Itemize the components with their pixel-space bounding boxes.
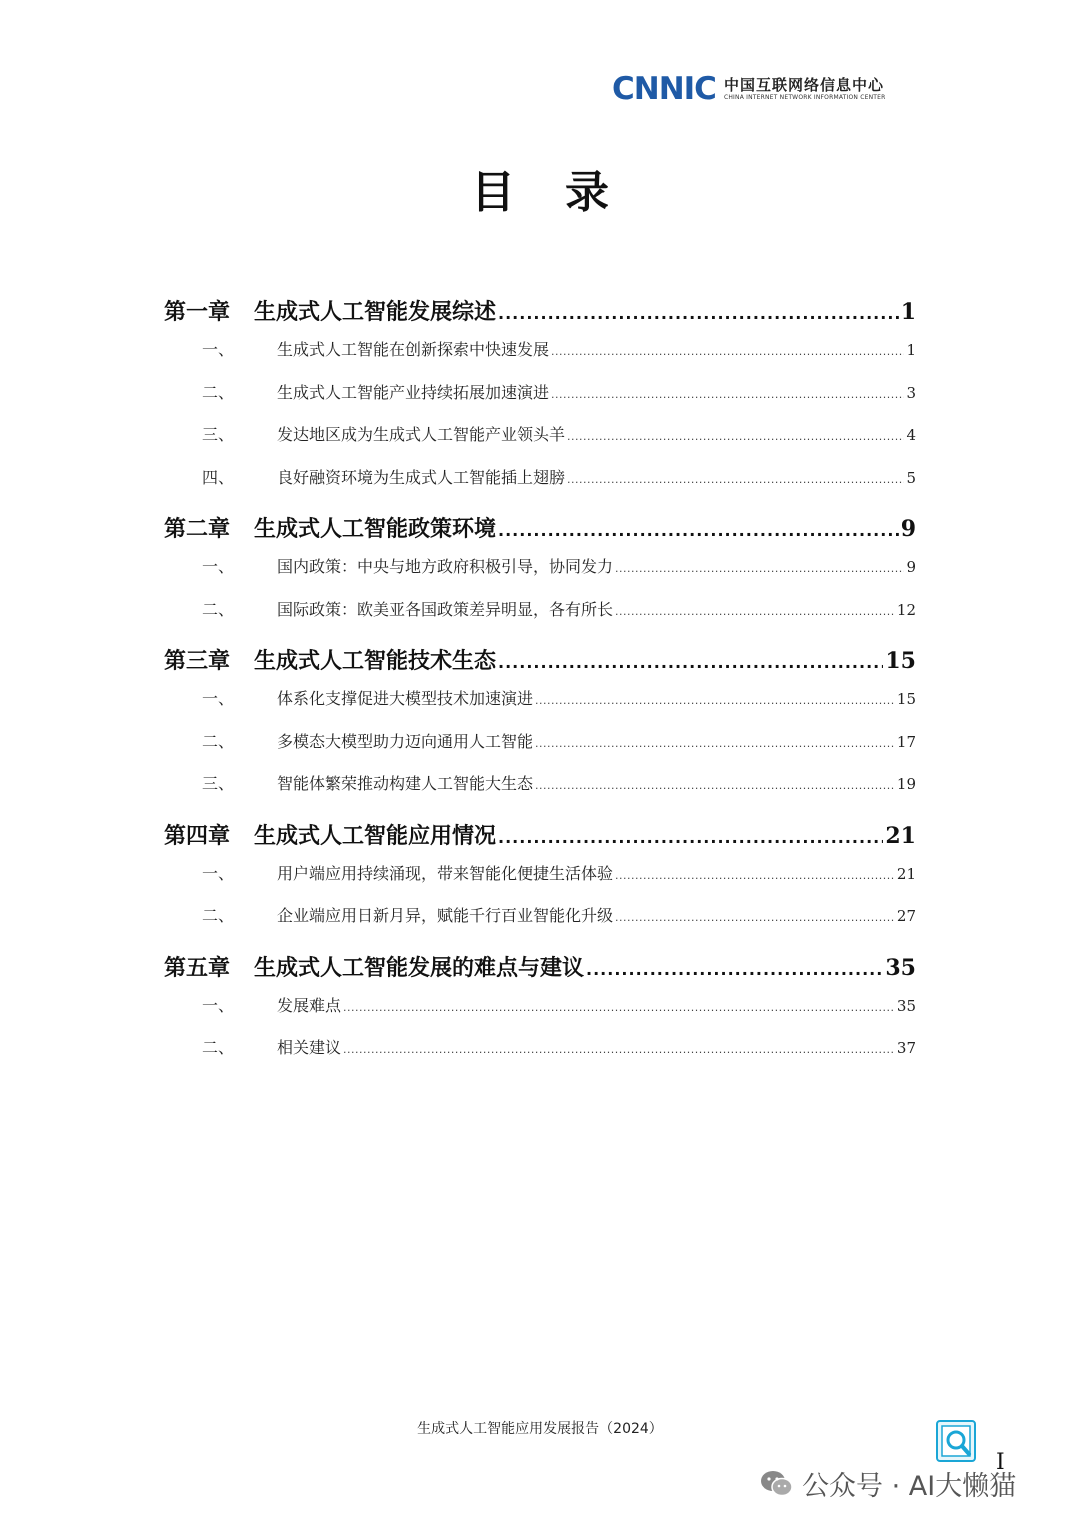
- chapter-number: 第一章: [164, 300, 231, 325]
- section-number: 三、: [202, 425, 235, 444]
- toc-section[interactable]: [164, 686, 916, 729]
- dot-leader: [551, 388, 904, 401]
- section-number: 一、: [202, 995, 235, 1015]
- section-number: 一、: [202, 863, 235, 883]
- dot-leader: [535, 779, 895, 792]
- section-title: 多模态大模型助力迈向通用人工智能: [277, 731, 534, 751]
- dot-leader: [615, 605, 895, 618]
- section-title: 智能体繁荣推动构建人工智能大生态: [277, 774, 534, 793]
- toc-section[interactable]: [164, 597, 916, 640]
- dot-leader: [551, 345, 904, 358]
- chapter-page: 9: [900, 516, 916, 542]
- section-page: 9: [906, 558, 916, 576]
- chapter-number: 第四章: [164, 823, 231, 849]
- toc-section[interactable]: [164, 771, 916, 814]
- section-number: 二、: [202, 1038, 235, 1057]
- section-page: 3: [906, 383, 916, 402]
- dot-leader: [535, 694, 895, 707]
- chapter-number: 第三章: [164, 649, 231, 674]
- section-page: 5: [906, 468, 916, 487]
- page-title: 目录: [471, 167, 659, 218]
- table-of-contents: [164, 290, 916, 1078]
- dot-leader: [498, 304, 899, 323]
- report-search-icon: [936, 1420, 976, 1462]
- section-title: 发达地区成为生成式人工智能产业领头羊: [277, 425, 566, 444]
- section-title: 生成式人工智能在创新探索中快速发展: [277, 340, 550, 359]
- toc-section[interactable]: [164, 554, 916, 597]
- section-number: 二、: [202, 382, 235, 402]
- section-page: 15: [896, 690, 916, 708]
- dot-leader: [343, 1043, 895, 1056]
- section-number: 二、: [202, 731, 235, 751]
- toc-section[interactable]: [164, 465, 916, 508]
- section-title: 国际政策：欧美亚各国政策差异明显，各有所长: [277, 599, 614, 619]
- dot-leader: [498, 521, 899, 540]
- toc-chapter[interactable]: [164, 819, 916, 861]
- section-number: 一、: [202, 340, 235, 359]
- section-page: 27: [896, 907, 916, 925]
- dot-leader: [615, 869, 895, 882]
- toc-section[interactable]: [164, 861, 916, 904]
- wechat-icon: [760, 1469, 794, 1499]
- dot-leader: [586, 960, 883, 979]
- section-number: 一、: [202, 557, 235, 576]
- chapter-title: 生成式人工智能应用情况: [254, 823, 497, 849]
- chapter-title: 生成式人工智能技术生态: [254, 649, 497, 674]
- section-page: 1: [906, 341, 916, 359]
- toc-chapter[interactable]: [164, 512, 916, 554]
- chapter-page: 21: [885, 822, 916, 849]
- section-title: 相关建议: [277, 1038, 342, 1057]
- logo-mark: CNNIC: [612, 71, 716, 107]
- toc-chapter[interactable]: [164, 644, 916, 686]
- section-title: 企业端应用日新月异，赋能千行百业智能化升级: [277, 906, 614, 925]
- section-page: 17: [896, 732, 916, 751]
- section-number: 一、: [202, 689, 235, 708]
- chapter-number: 第二章: [164, 517, 231, 542]
- toc-section[interactable]: [164, 380, 916, 423]
- watermark-text: 公众号 · AI大懒猫: [802, 1471, 1017, 1502]
- section-number: 四、: [202, 467, 235, 487]
- dot-leader: [498, 828, 883, 847]
- section-page: 37: [896, 1039, 916, 1057]
- page-number: I: [996, 1450, 1005, 1475]
- toc-section[interactable]: [164, 422, 916, 465]
- dot-leader: [615, 911, 895, 924]
- section-page: 4: [906, 426, 916, 444]
- chapter-page: 15: [885, 648, 916, 674]
- dot-leader: [535, 737, 895, 750]
- section-page: 12: [896, 600, 916, 619]
- section-title: 发展难点: [277, 995, 342, 1015]
- section-title: 良好融资环境为生成式人工智能插上翅膀: [277, 467, 566, 487]
- toc-section[interactable]: [164, 903, 916, 946]
- dot-leader: [567, 430, 904, 443]
- section-number: 二、: [202, 906, 235, 925]
- toc-section[interactable]: [164, 1035, 916, 1078]
- chapter-title: 生成式人工智能政策环境: [254, 517, 497, 542]
- dot-leader: [343, 1001, 895, 1014]
- section-title: 体系化支撑促进大模型技术加速演进: [277, 689, 534, 708]
- dot-leader: [498, 653, 883, 672]
- dot-leader: [567, 473, 904, 486]
- chapter-page: 1: [900, 299, 916, 325]
- section-title: 国内政策：中央与地方政府积极引导，协同发力: [277, 557, 614, 576]
- toc-chapter[interactable]: [164, 295, 916, 337]
- section-page: 19: [896, 775, 916, 793]
- section-page: 35: [896, 996, 916, 1015]
- footer-report-title: 生成式人工智能应用发展报告（2024）: [417, 1421, 663, 1437]
- logo-chinese-name: 中国互联网络信息中心: [723, 76, 884, 94]
- section-page: 21: [896, 864, 916, 883]
- watermark: [760, 1464, 1016, 1503]
- chapter-page: 35: [885, 954, 916, 981]
- chapter-number: 第五章: [164, 955, 231, 981]
- section-title: 用户端应用持续涌现，带来智能化便捷生活体验: [277, 863, 614, 883]
- logo-text: [724, 77, 886, 102]
- cnnic-logo: [612, 71, 886, 107]
- section-number: 三、: [202, 774, 235, 793]
- dot-leader: [615, 562, 904, 575]
- toc-section[interactable]: [164, 729, 916, 772]
- toc-section[interactable]: [164, 993, 916, 1036]
- chapter-title: 生成式人工智能发展的难点与建议: [254, 955, 585, 981]
- section-number: 二、: [202, 599, 235, 619]
- section-title: 生成式人工智能产业持续拓展加速演进: [277, 382, 550, 402]
- logo-english-name: CHINA INTERNET NETWORK INFORMATION CENTER: [723, 94, 886, 101]
- toc-chapter[interactable]: [164, 951, 916, 993]
- chapter-title: 生成式人工智能发展综述: [254, 300, 497, 325]
- toc-section[interactable]: [164, 337, 916, 380]
